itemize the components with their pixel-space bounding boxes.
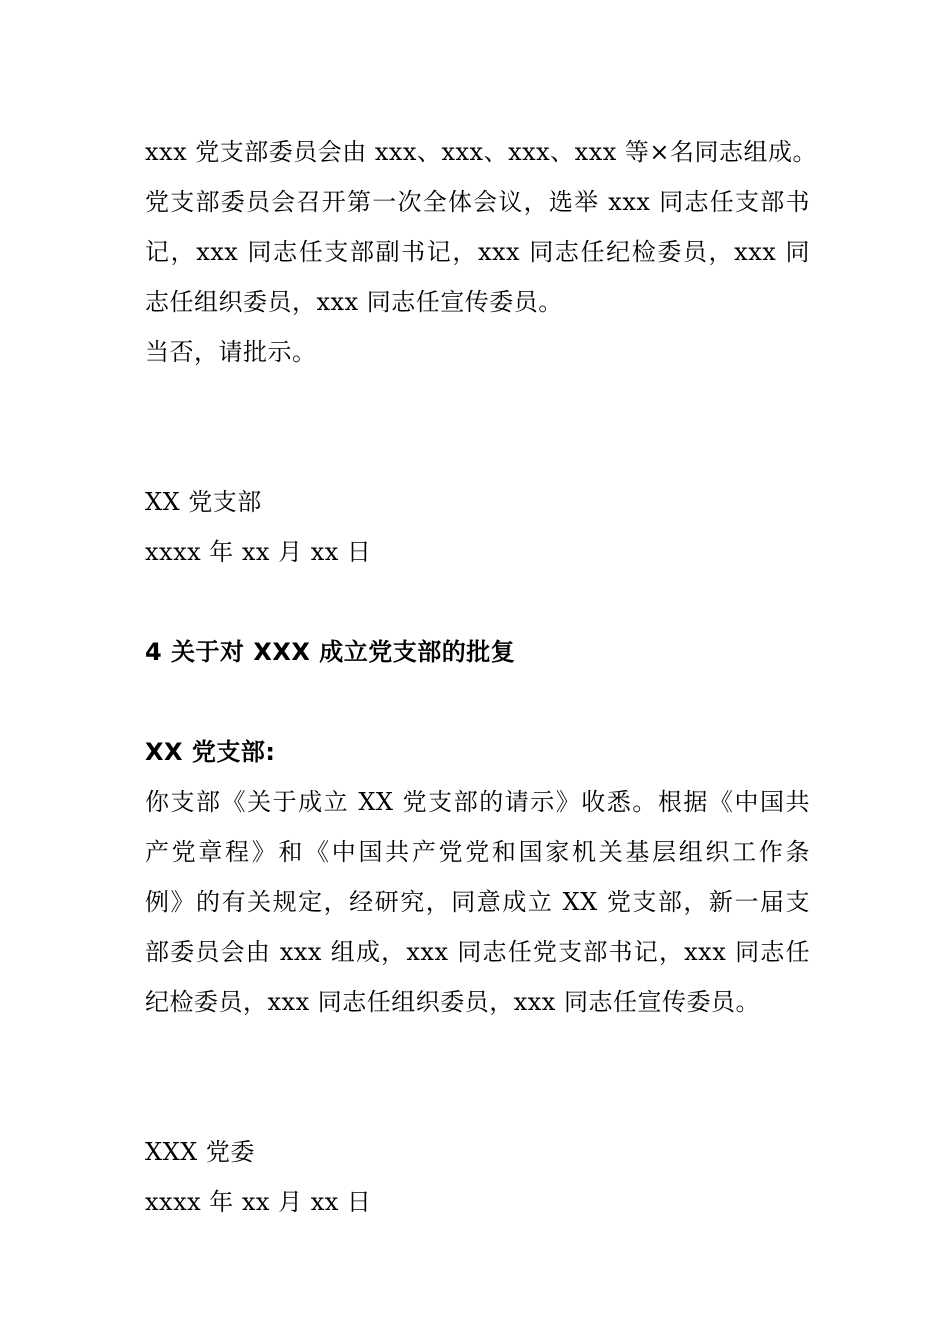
reply-body xyxy=(145,777,810,1027)
request-closing: 当否，请批示。 xyxy=(145,338,317,366)
reply-signature-date: xxxx 年 xx 月 xx 日 xyxy=(145,1188,372,1216)
request-signature-date: xxxx 年 xx 月 xx 日 xyxy=(145,538,372,566)
request-signature-org: XX 党支部 xyxy=(145,488,262,516)
document-page xyxy=(145,127,818,1227)
reply-line-3: 例》的有关规定，经研究，同意成立 XX 党支部，新一届支 xyxy=(145,888,810,916)
request-signature xyxy=(145,477,810,577)
spacer xyxy=(145,1027,810,1127)
reply-salutation: XX 党支部: xyxy=(145,738,276,766)
request-body xyxy=(145,127,818,377)
request-line-4: 志任组织委员，xxx 同志任宣传委员。 xyxy=(145,288,563,316)
reply-signature-org: XXX 党委 xyxy=(145,1138,255,1166)
request-line-2: 党支部委员会召开第一次全体会议，选举 xxx 同志任支部书 xyxy=(145,188,810,216)
spacer xyxy=(145,677,810,727)
request-line-1: xxx 党支部委员会由 xxx、xxx、xxx、xxx 等×名同志组成。 xyxy=(145,138,818,166)
reply-line-2: 产党章程》和《中国共产党党和国家机关基层组织工作条 xyxy=(145,838,810,866)
reply-signature xyxy=(145,1127,810,1227)
spacer xyxy=(145,577,810,627)
reply-line-4: 部委员会由 xxx 组成，xxx 同志任党支部书记，xxx 同志任 xyxy=(145,938,810,966)
spacer xyxy=(145,377,810,477)
reply-heading: 4 关于对 XXX 成立党支部的批复 xyxy=(145,638,516,666)
reply-line-5: 纪检委员，xxx 同志任组织委员，xxx 同志任宣传委员。 xyxy=(145,988,760,1016)
request-line-3: 记，xxx 同志任支部副书记，xxx 同志任纪检委员，xxx 同 xyxy=(145,238,810,266)
reply-line-1: 你支部《关于成立 XX 党支部的请示》收悉。根据《中国共 xyxy=(145,788,810,816)
